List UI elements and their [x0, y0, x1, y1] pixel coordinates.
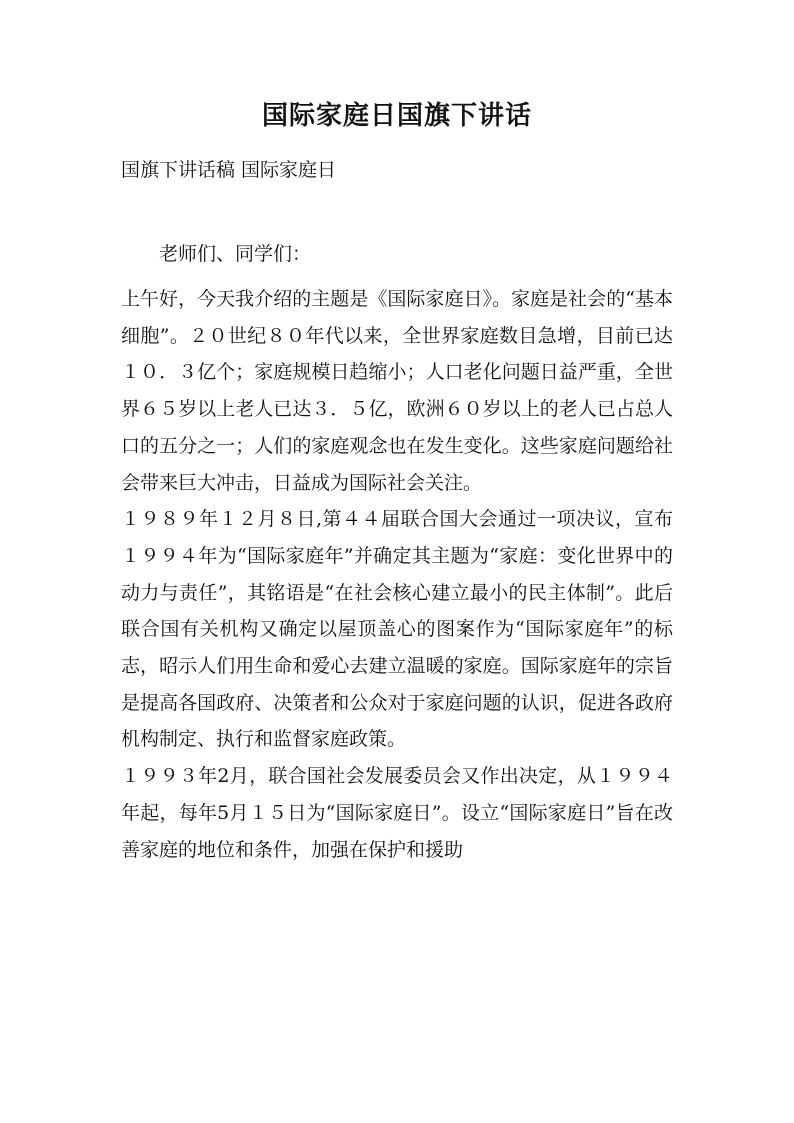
paragraph-3: １９９３年2月，联合国社会发展委员会又作出决定，从１９９４年起，每年5月１５日为“国际家庭日”。设立“国际家庭日”旨在改善家庭的地位和条件，加强在保护和援助	[121, 765, 673, 861]
body-text	[121, 281, 673, 868]
document-subtitle: 国旗下讲话稿 国际家庭日	[121, 159, 337, 181]
paragraph-1: 上午好，今天我介绍的主题是《国际家庭日》。家庭是社会的“基本细胞”。２０世纪８０年代以来，全世界家庭数目急增，目前已达１０．３亿个；家庭规模日趋缩小；人口老化问题日益严重，全世界６５岁以上老人已达３．５亿，欧洲６０岁以上的老人已占总人口的五分之一；人们的家庭观念也在发生变化。这些家庭问题给社会带来巨大冲击，日益成为国际社会关注。	[121, 288, 673, 494]
document-title: 国际家庭日国旗下讲话	[261, 101, 532, 131]
greeting-line: 老师们、同学们：	[159, 243, 312, 265]
paragraph-2: １９８９年１２月８日,第４４届联合国大会通过一项决议，宣布１９９４年为“国际家庭年”并确定其主题为“家庭：变化世界中的动力与责任”，其铭语是“在社会核心建立最小的民主体制”。此后联合国有关机构又确定以屋顶盖心的图案作为“国际家庭年”的标志，昭示人们用生命和爱心去建立温暖的家庭。国际家庭年的宗旨是提高各国政府、决策者和公众对于家庭问题的认识，促进各政府机构制定、执行和监督家庭政策。	[121, 508, 673, 751]
